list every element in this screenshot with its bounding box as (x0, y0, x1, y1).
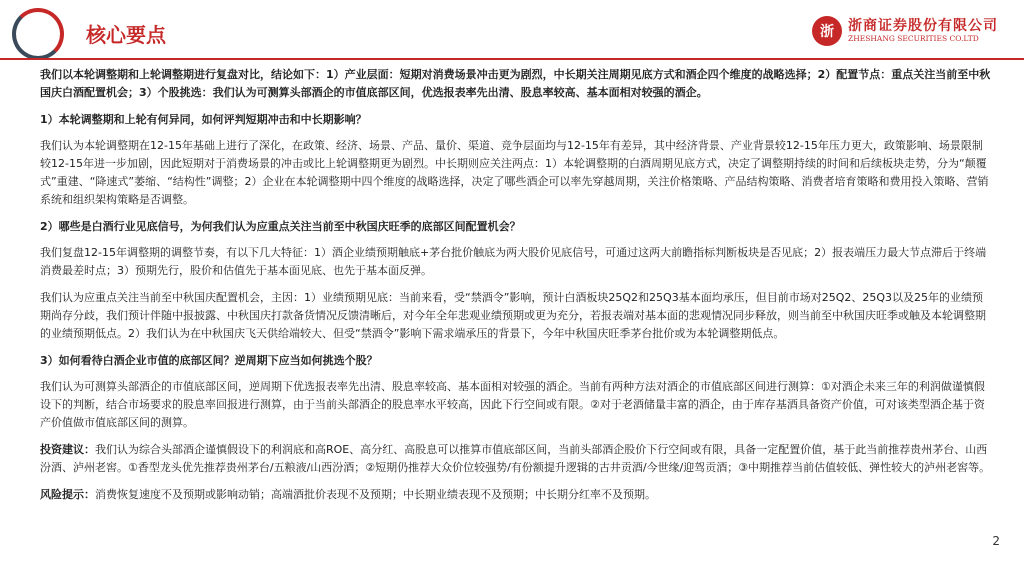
section-1-paragraph: 我们认为本轮调整期在12-15年基础上进行了深化，在政策、经济、场景、产品、量价、渠道、竞争层面均与12-15年有差异，其中经济背景、产业背景较12-15年压力更大，政策影响、场景限制较12-15年进一步加剧，因此短期对于消费场景的冲击或比上轮调整期更为剧烈。中长期则应关注两点：1）本轮调整期的白酒周期见底方式，决定了调整期持续的时间和后续板块走势，分为“颠覆式”重建、“降速式”萎缩、“结构性”调整；2）企业在本轮调整期中四个维度的战略选择，决定了哪些酒企可以率先穿越周期，关注价格策略、产品结构策略、消费者培育策略和费用投入策略、营销系统和组织架构策略是否调整。 (40, 139, 989, 206)
investment-text: 我们认为综合头部酒企谨慎假设下的利润底和高ROE、高分红、高股息可以推算市值底部区间，当前头部酒企股价下行空间或有限，具备一定配置价值，基于此当前推荐贵州茅台、山西汾酒、泸州老窖。①香型龙头优先推荐贵州茅台/五粮液/山西汾酒；②短期仍推荐大众价位较强势/有份额提升逻辑的古井贡酒/今世缘/迎驾贡酒；③中期推荐当前估值较低、弹性较大的泸州老窖等。 (40, 443, 991, 474)
logo-company-name: 浙商证券股份有限公司 (848, 18, 998, 34)
section-heading-3: 3）如何看待白酒企业市值的底部区间？逆周期下应当如何挑选个股？ (40, 354, 378, 367)
page-number: 2 (992, 534, 1000, 548)
section-heading-1: 1）本轮调整期和上轮有何异同，如何评判短期冲击和中长期影响？ (40, 113, 367, 126)
risk-warning (40, 486, 992, 504)
risk-text: 消费恢复速度不及预期或影响动销；高端酒批价表现不及预期；中长期业绩表现不及预期；中长期分红率不及预期。 (95, 488, 656, 501)
intro-summary: 我们以本轮调整期和上轮调整期进行复盘对比，结论如下：1）产业层面：短期对消费场景冲击更为剧烈，中长期关注周期见底方式和酒企四个维度的战略选择；2）配置节点：重点关注当前至中秋国庆白酒配置机会；3）个股挑选：我们认为可测算头部酒企的市值底部区间，优选报表率先出清、股息率较高、基本面相对较强的酒企。 (40, 68, 991, 99)
risk-label: 风险提示： (40, 488, 95, 501)
logo-mark-icon: 浙 (812, 16, 842, 46)
section-3-paragraph: 我们认为可测算头部酒企的市值底部区间，逆周期下优选报表率先出清、股息率较高、基本面相对较强的酒企。当前有两种方法对酒企的市值底部区间进行测算：①对酒企未来三年的利润做谨慎假设下的判断，结合市场要求的股息率回报进行测算，由于当前头部酒企的股息率水平较高，因此下行空间或有限。②对于老酒储量丰富的酒企，由于库存基酒具备资产价值，可对该类型酒企基于资产价值做市值底部区间的测算。 (40, 380, 985, 429)
company-logo (812, 16, 998, 46)
page-title: 核心要点 (86, 23, 166, 47)
investment-advice (40, 441, 992, 477)
investment-label: 投资建议： (40, 443, 95, 456)
header-circle-logo (12, 8, 64, 60)
section-2-paragraph-1: 我们复盘12-15年调整期的调整节奏，有以下几大特征：1）酒企业绩预期触底+茅台批价触底为两大股价见底信号，可通过这两大前瞻指标判断板块是否见底；2）报表端压力最大节点滞后于终端消费最差时点；3）预期先行，股价和估值先于基本面见底、也先于基本面反弹。 (40, 246, 987, 277)
header-divider (0, 58, 1024, 60)
main-content (40, 66, 992, 513)
logo-company-name-en: ZHESHANG SECURITIES CO.LTD (848, 34, 979, 43)
section-2-paragraph-2: 我们认为应重点关注当前至中秋国庆配置机会，主因：1）业绩预期见底：当前来看，受“禁酒令”影响，预计白酒板块25Q2和25Q3基本面均承压，但目前市场对25Q2、25Q3以及25年的业绩预期尚存分歧，我们预计伴随中报披露、中秋国庆打款备货情况反馈清晰后，对今年全年悲观业绩预期或更为充分，若报表端对基本面的悲观情况同步释放，则当前至中秋国庆旺季或触及本轮调整期的业绩预期低点。2）我们认为在中秋国庆飞天供给端较大、但受“禁酒令”影响下需求端承压的背景下，今年中秋国庆旺季茅台批价或为本轮调整期低点。 (40, 291, 986, 340)
section-heading-2: 2）哪些是白酒行业见底信号，为何我们认为应重点关注当前至中秋国庆旺季的底部区间配置机会？ (40, 220, 521, 233)
